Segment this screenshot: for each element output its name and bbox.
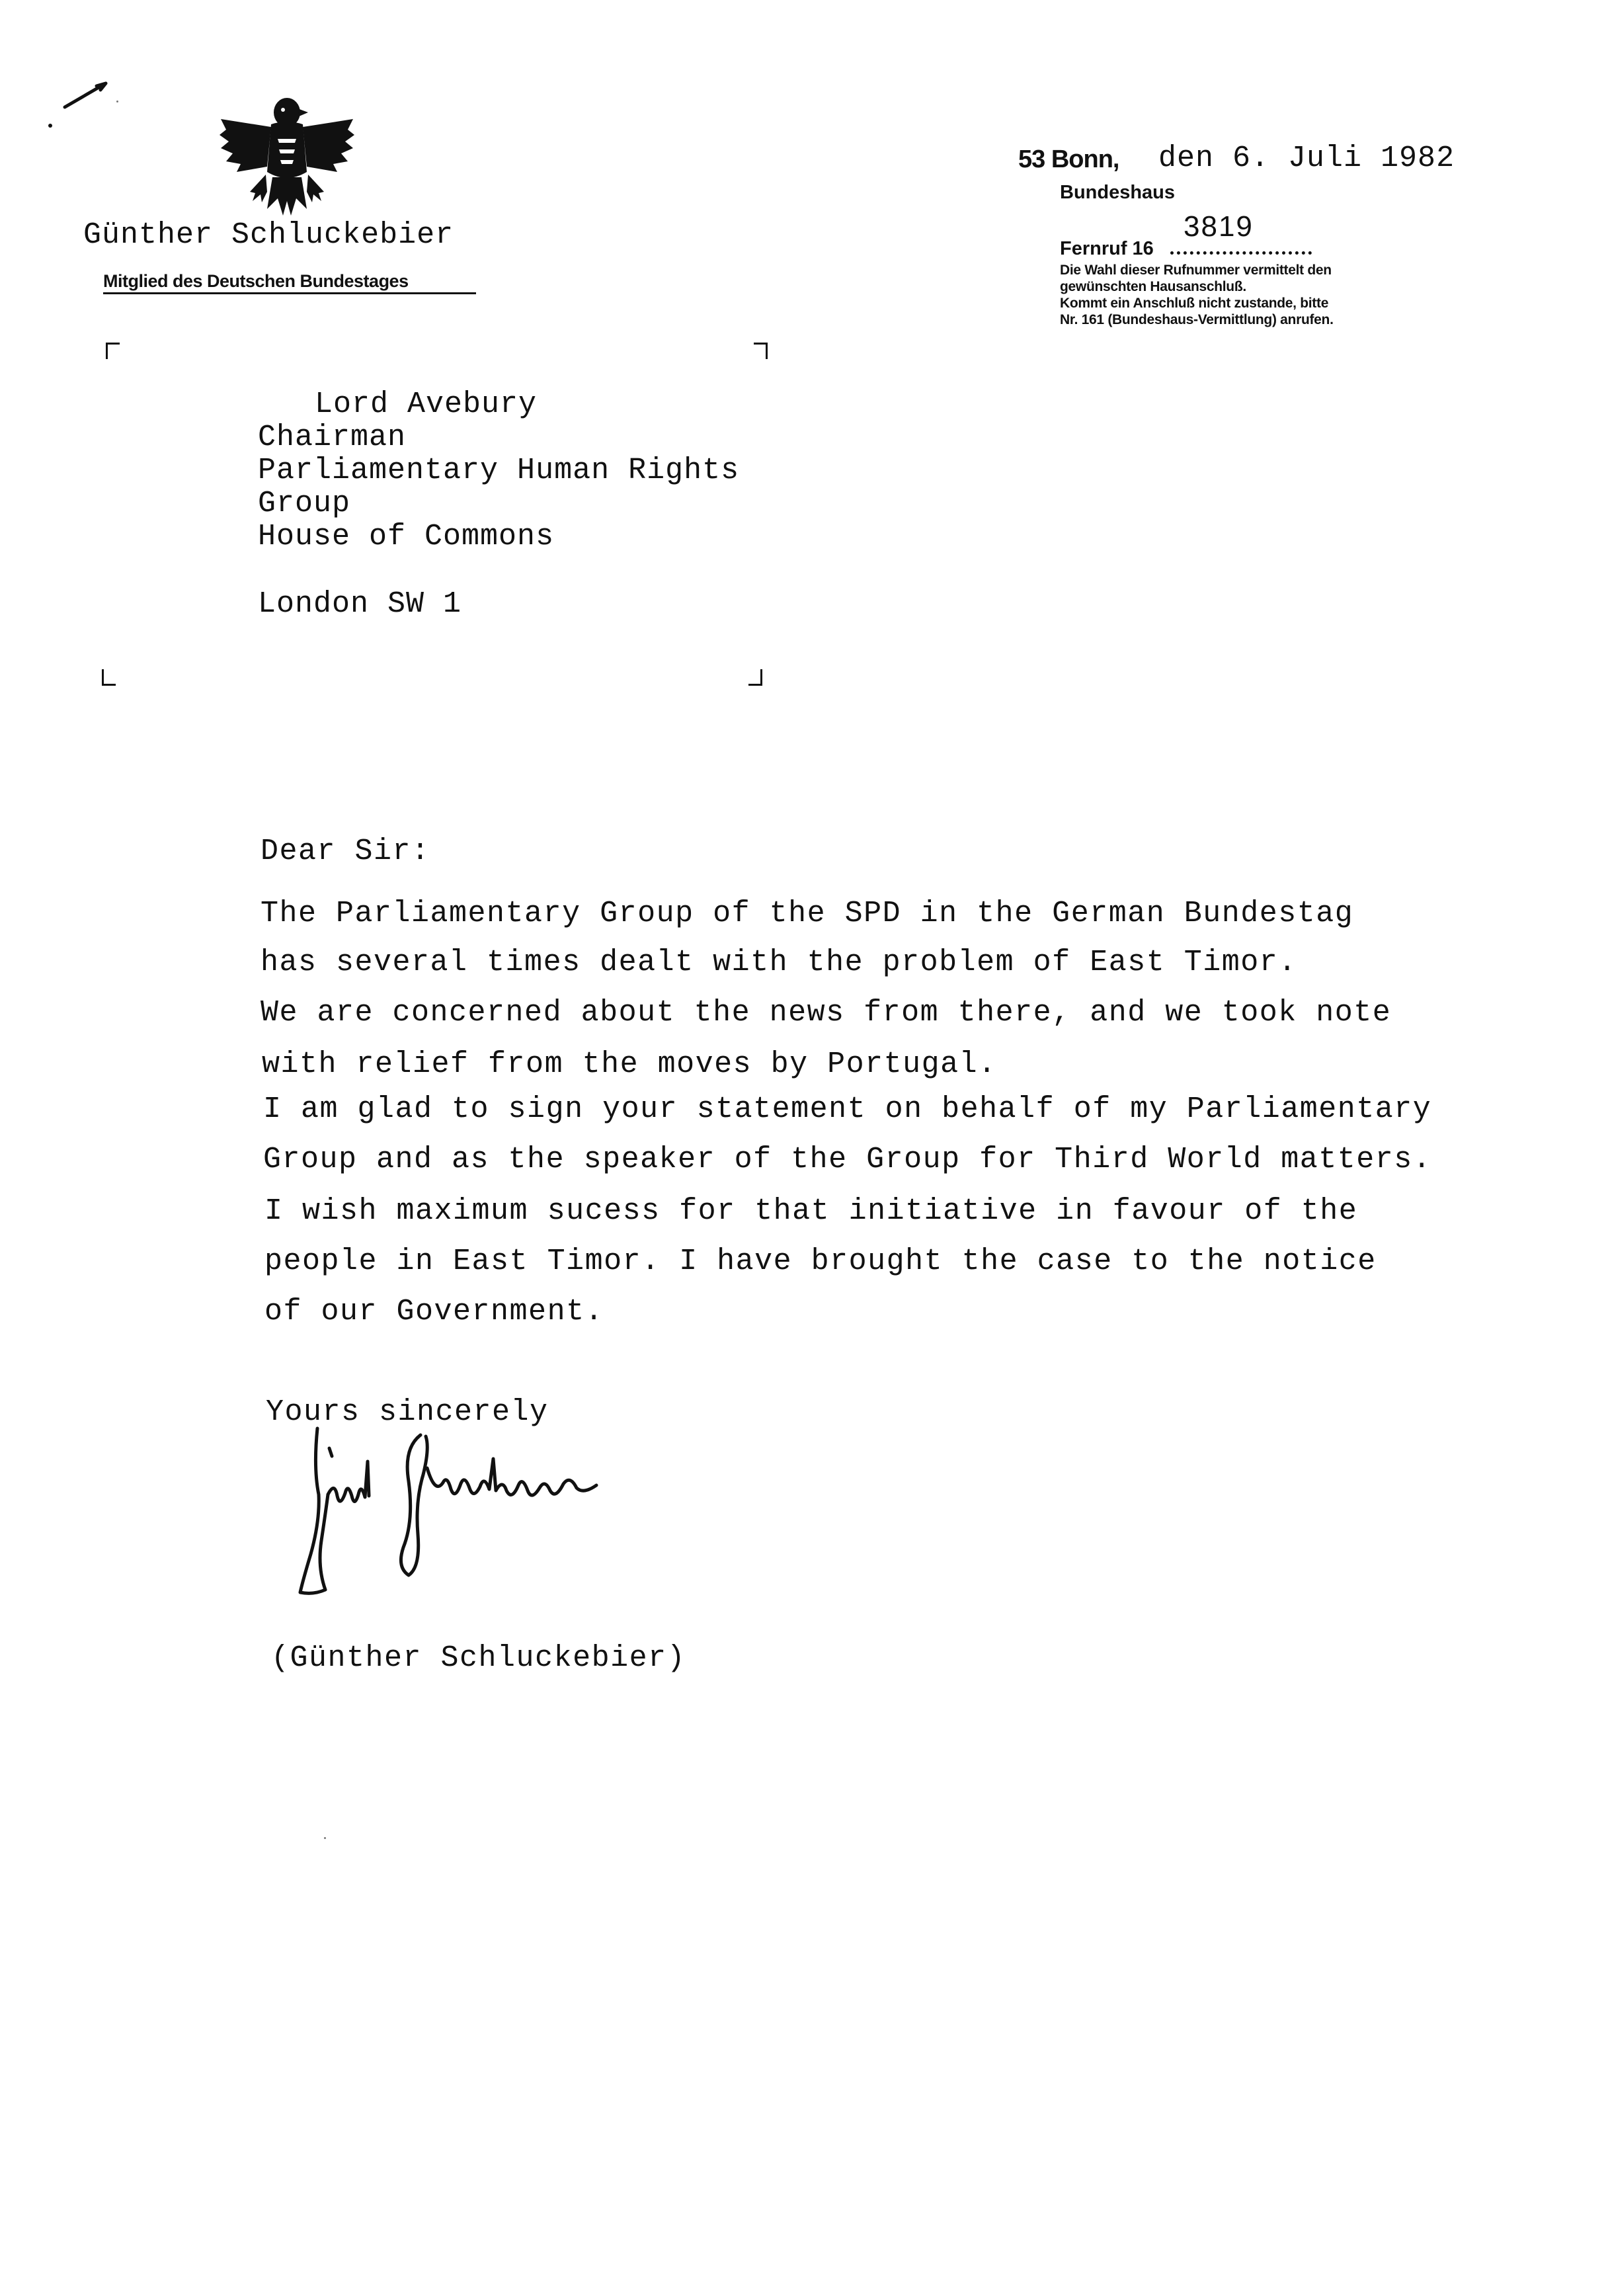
body-line: has several times dealt with the problem of East Timor. [261,946,1297,979]
address-corner-mark [102,669,116,686]
body-line: We are concerned about the news from there, and we took note [261,996,1392,1030]
body-line: people in East Timor. I have brought the case to the notice [264,1245,1377,1278]
building: Bundeshaus [1060,182,1176,203]
sender-title-underline [103,292,476,294]
federal-eagle-emblem [214,93,360,222]
closing: Yours sincerely [266,1395,549,1429]
body-line: I am glad to sign your statement on behalf of my Parliamentary [263,1092,1432,1126]
sender-name: Günther Schluckebier [83,218,454,252]
address-corner-mark [748,669,762,686]
phone-note-line: Kommt ein Anschluß nicht zustande, bitte [1060,296,1329,311]
date: den 6. Juli 1982 [1158,142,1455,175]
body-line: I wish maximum sucess for that initiative in favour of the [264,1194,1358,1228]
address-corner-mark [754,343,768,359]
sender-title: Mitglied des Deutschen Bundestages [103,271,409,291]
recipient-city: London SW 1 [258,587,462,621]
recipient-line: House of Commons [258,520,555,554]
body-line: Group and as the speaker of the Group for Third World matters. [263,1143,1432,1176]
phone-extension: 3819 [1184,210,1254,243]
body-line: with relief from the moves by Portugal. [262,1047,997,1081]
paper-speck [324,1837,326,1839]
recipient-line: Lord Avebury [315,388,538,421]
phone-note [1060,262,1430,328]
body-line: of our Government. [264,1295,604,1329]
signed-name: (Günther Schluckebier) [271,1641,686,1675]
pen-mark [41,78,120,138]
recipient-line: Group [258,487,351,520]
salutation: Dear Sir: [261,835,430,868]
phone-note-line: Die Wahl dieser Rufnummer vermittelt den [1060,263,1332,278]
address-corner-mark [106,343,120,359]
paper-speck [116,101,118,102]
body-line: The Parliamentary Group of the SPD in the German Bundestag [261,897,1354,930]
recipient-line: Parliamentary Human Rights [258,454,740,487]
recipient-line: Chairman [258,421,407,454]
phone-label: Fernruf 16 [1060,238,1154,259]
handwritten-signature [291,1422,661,1607]
phone-note-line: gewünschten Hausanschluß. [1060,279,1246,294]
place: 53 Bonn, [1018,145,1119,173]
phone-dotted-line [1170,251,1312,255]
phone-note-line: Nr. 161 (Bundeshaus-Vermittlung) anrufen. [1060,312,1334,327]
